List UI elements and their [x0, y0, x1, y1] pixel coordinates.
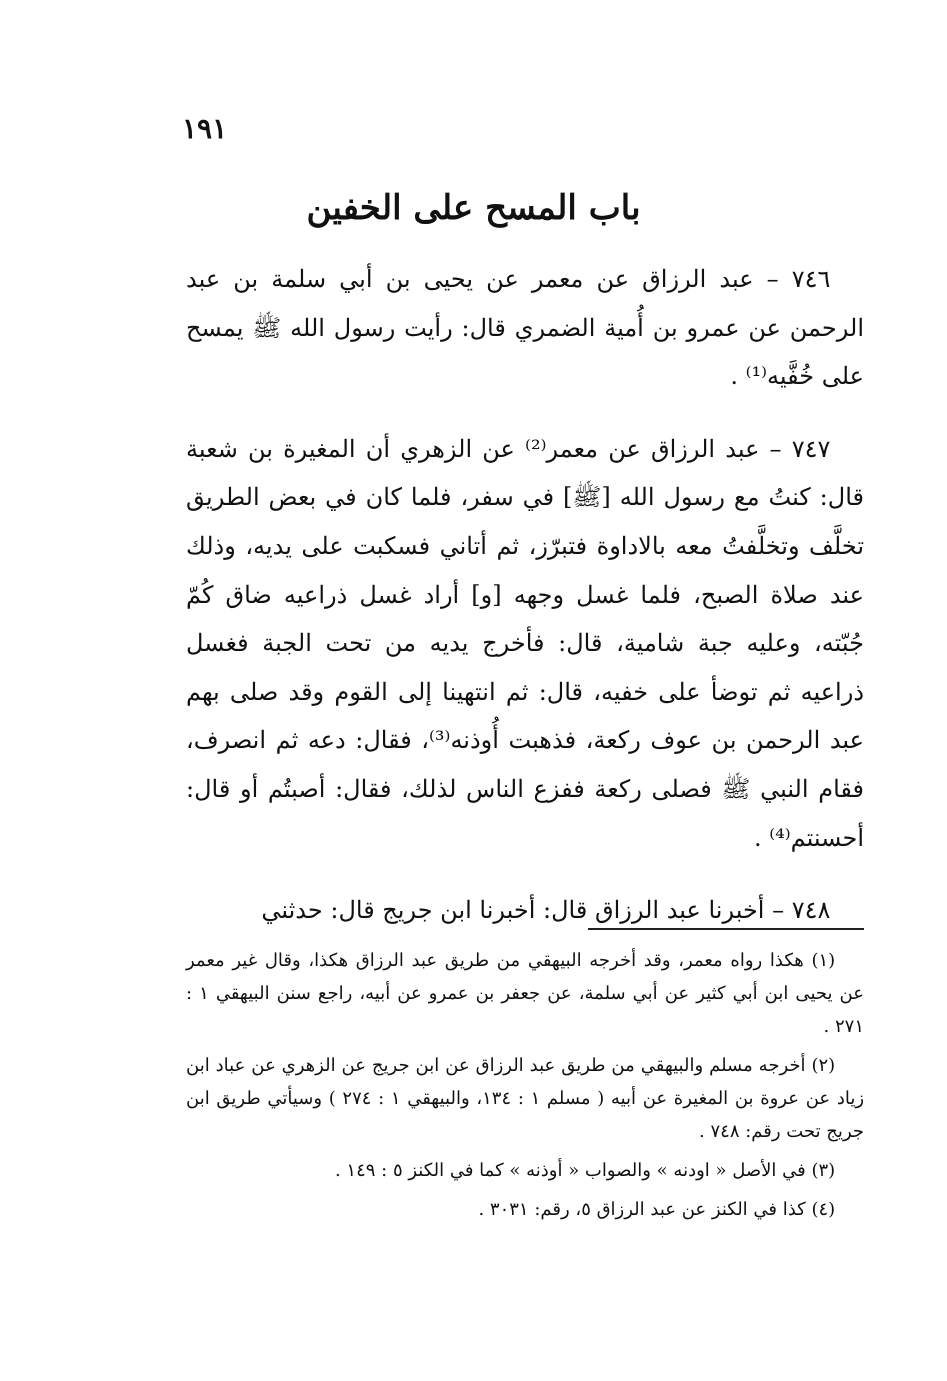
hadith-746: ٧٤٦ – عبد الرزاق عن معمر عن يحيى بن أبي سلمة بن عبد الرحمن عن عمرو بن أُمية الضمري قال: رأيت رسول الله ﷺ يمسح على خُفَّيه⁽¹⁾ .: [186, 265, 864, 391]
footnote-divider: [588, 928, 864, 930]
footnote-4: (٤) كذا في الكنز عن عبد الرزاق ٥، رقم: ٣٠٣١ .: [478, 1199, 836, 1220]
chapter-title: باب المسح على الخفين: [306, 188, 641, 228]
page-number: ١٩١: [182, 112, 228, 145]
footnote-3: (٣) في الأصل « اودنه » والصواب « أوذنه » كما في الكنز ٥ : ١٤٩ .: [334, 1160, 836, 1181]
footnote-2: (٢) أخرجه مسلم والبيهقي من طريق عبد الرزاق عن ابن جريج عن الزهري عن عباد ابن زياد عن عروة بن المغيرة عن أبيه ( مسلم ١ : ١٣٤، والبيهقي ١ : ٢٧٤ ) وسيأتي طريق ابن جريج تحت رقم: ٧٤٨ .: [186, 1055, 865, 1142]
footnotes: [186, 944, 864, 1226]
hadith-748: ٧٤٨ – أخبرنا عبد الرزاق قال: أخبرنا ابن جريج قال: حدثني: [261, 896, 831, 925]
hadith-body: [186, 255, 864, 935]
hadith-747: ٧٤٧ – عبد الرزاق عن معمر⁽²⁾ عن الزهري أن المغيرة بن شعبة قال: كنتُ مع رسول الله [ﷺ] في سفر، فلما كان في بعض الطريق تخلَّف وتخلَّفتُ معه بالاداوة فتبرّز، ثم أتاني فسكبت على يديه، وذلك عند صلاة الصبح، فلما غسل وجهه [و] أراد غسل ذراعيه ضاق كُمّ جُبّته، وعليه جبة شامية، قال: فأخرج يديه من تحت الجبة فغسل ذراعيه ثم توضأ على خفيه، قال: ثم انتهينا إلى القوم وقد صلى بهم عبد الرحمن بن عوف ركعة، فذهبت أُوذنه⁽³⁾، فقال: دعه ثم انصرف، فقام النبي ﷺ فصلى ركعة ففزع الناس لذلك، فقال: أصبتُم أو قال: أحسنتم⁽⁴⁾ .: [186, 434, 864, 852]
footnote-1: (١) هكذا رواه معمر، وقد أخرجه البيهقي من طريق عبد الرزاق هكذا، وقال غير معمر عن يحيى ابن أبي كثير عن أبي سلمة، عن جعفر بن عمرو عن أبيه، راجع سنن البيهقي ١ : ٢٧١ .: [186, 950, 864, 1037]
